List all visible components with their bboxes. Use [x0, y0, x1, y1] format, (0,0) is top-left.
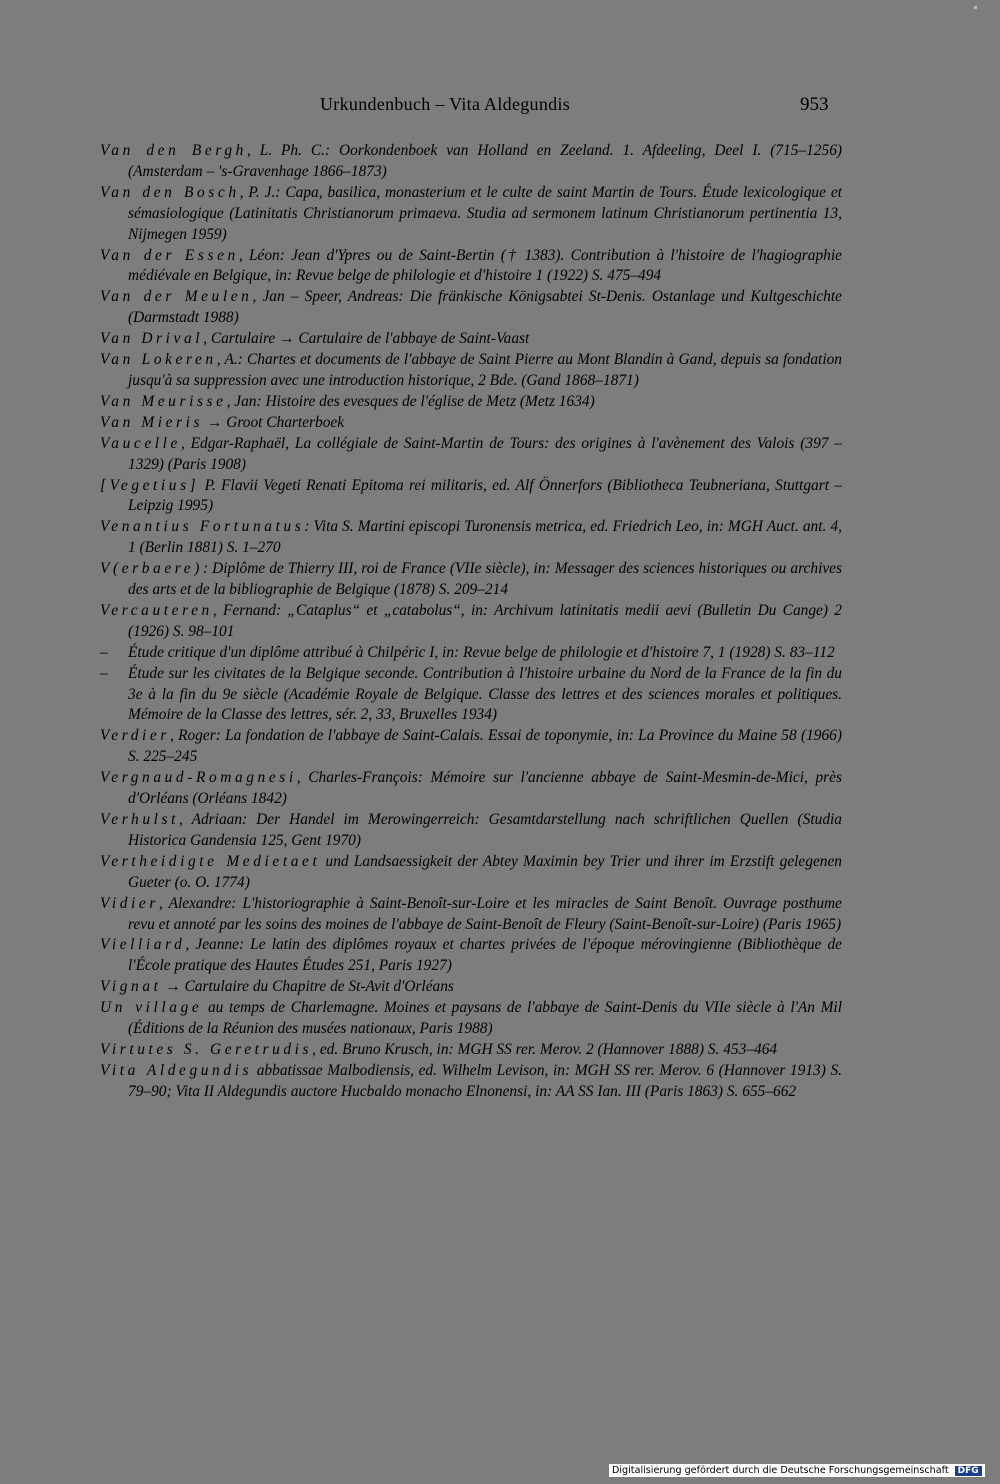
entry-text: → Groot Charterboek: [203, 413, 345, 431]
entry-text: , Alexandre: L'historiographie à Saint-Benoît-sur-Loire et les miracles de Saint Benoît. Ouvrage posthume revu et annoté par les soins des moines de l'abbaye de Saint-Benoît de Fleury (Saint-Benoît-sur-Loire) (Paris 1965): [128, 894, 842, 933]
entry-author: Virtutes S. Geretrudis: [100, 1040, 313, 1058]
entry-author: Verdier: [100, 727, 170, 745]
entry-author: Vignat: [100, 978, 162, 996]
entry-author: Vertheidigte Medietaet: [100, 852, 321, 870]
entry-text: , A.: Chartes et documents de l'abbaye de Saint Pierre au Mont Blandin à Gand, depuis sa fondation jusqu'à sa suppression avec une introduction historique, 2 Bde. (Gand 1868–1871): [128, 351, 842, 389]
bibliography-entry: [100, 246, 842, 288]
bibliography-entry: [100, 559, 842, 601]
bibliography-entry: [100, 664, 842, 727]
bibliography-entry: [100, 998, 842, 1040]
entry-text: , Charles-François: Mémoire sur l'ancienne abbaye de Saint-Mesmin-de-Mici, près d'Orléans (Orléans 1842): [128, 769, 842, 808]
entry-text: Étude sur les civitates de la Belgique seconde. Contribution à l'histoire urbaine du Nord de la France de la fin du 3e à la fin du 9e siècle (Académie Royale de Belgique. Classe des lettres et des sciences morales et politiques. Mémoire de la Classe des lettres, sér. 2, 33, Bruxelles 1934): [128, 664, 842, 724]
entry-text: , P. J.: Capa, basilica, monasterium et le culte de saint Martin de Tours. Étude lexicologique et sémasiologique (Latinitatis Christianorum primaeva. Studia ad sermonem latinum Christianorum pertinentia 13, Nijmegen 1959): [128, 183, 842, 243]
entry-author: Venantius Fortunatus: [100, 518, 305, 536]
bibliography-entry: [100, 935, 842, 977]
entry-text: : Vita S. Martini episcopi Turonensis metrica, ed. Friedrich Leo, in: MGH Auct. ant. 4, 1 (Berlin 1881) S. 1–270: [128, 518, 842, 557]
entry-author: Vielliard: [100, 936, 186, 954]
bibliography-entry: [100, 287, 842, 329]
entry-author: Vidier: [100, 894, 159, 912]
bibliography-entry: [100, 517, 842, 559]
bibliography-entry: [100, 350, 842, 392]
bibliography-entry: [100, 726, 842, 768]
entry-author: Van der Meulen: [100, 288, 253, 306]
dfg-logo: DFG: [955, 1466, 982, 1476]
bibliography-entry: [100, 329, 842, 350]
entry-text: , Jan: Histoire des evesques de l'église de Metz (Metz 1634): [226, 392, 595, 410]
entry-author: Van Drival: [100, 330, 204, 348]
scan-mark: [974, 6, 977, 9]
bibliography-entry: [100, 183, 842, 246]
bibliography-entry: [100, 894, 842, 936]
entry-author: Un village: [100, 999, 203, 1017]
entry-author: Van Lokeren: [100, 351, 217, 369]
bibliography-entry: [100, 1040, 842, 1061]
entry-author: Van den Bosch: [100, 183, 240, 201]
entry-text: : Diplôme de Thierry III, roi de France (VIIe siècle), in: Messager des sciences historiques ou archives des arts et de la bibliographie de Belgique (1878) S. 209–214: [128, 560, 842, 599]
bibliography-entry: [100, 768, 842, 810]
entry-text: au temps de Charlemagne. Moines et paysans de l'abbaye de Saint-Denis du VIIe siècle à l'An Mil (Éditions de la Réunion des musées nationaux, Paris 1988): [128, 999, 842, 1038]
entry-text: abbatissae Malbodiensis, ed. Wilhelm Levison, in: MGH SS rer. Merov. 6 (Hannover 1913) S. 79–90; Vita II Aldegundis auctore Hucbaldo monacho Elnonensi, in: AA SS Ian. III (Paris 1863) S. 655–662: [128, 1061, 843, 1100]
page-number: 953: [800, 94, 829, 115]
entry-author: Vita Aldegundis: [100, 1061, 253, 1079]
entry-text: , Edgar-Raphaël, La collégiale de Saint-Martin de Tours: des origines à l'avènement des Valois (397 – 1329) (Paris 1908): [128, 434, 842, 473]
entry-author: V(erbaere): [100, 560, 203, 578]
entry-author: Vercauteren: [100, 601, 213, 619]
bibliography-entry: [100, 392, 842, 413]
entry-text: , Jan – Speer, Andreas: Die fränkische Königsabtei St-Denis. Ostanlage und Kultgeschichte (Darmstadt 1988): [128, 288, 842, 327]
entry-author: [Vegetius]: [100, 476, 200, 494]
bibliography-entry: [100, 601, 842, 643]
entry-text: , L. Ph. C.: Oorkondenboek van Holland en Zeeland. 1. Afdeeling, Deel I. (715–1256) (Amsterdam – 's-Gravenhage 1866–1873): [128, 142, 843, 180]
bibliography-entry: [100, 1061, 842, 1103]
bibliography-entry: [100, 476, 842, 518]
bibliography-list: [100, 141, 842, 1103]
entry-text: , Fernand: „Cataplus“ et „catabolus“, in: Archivum latinitatis medii aevi (Bulletin Du Cange) 2 (1926) S. 98–101: [128, 601, 842, 640]
entry-text: , Cartulaire → Cartulaire de l'abbaye de Saint-Vaast: [203, 330, 530, 348]
entry-author: Van Mieris: [100, 413, 204, 431]
entry-author: Vergnaud-Romagnesi: [100, 769, 297, 787]
entry-author: Verhulst: [100, 811, 179, 828]
entry-text: , Jeanne: Le latin des diplômes royaux et chartes privées de l'époque mérovingienne (Bibliothèque de l'École pratique des Hautes Études 251, Paris 1927): [128, 936, 842, 975]
bibliography-entry: [100, 852, 842, 894]
digitization-footer: [609, 1464, 985, 1477]
entry-text: , Roger: La fondation de l'abbaye de Saint-Calais. Essai de toponymie, in: La Province du Maine 58 (1966) S. 225–245: [128, 727, 842, 766]
bibliography-entry: [100, 413, 842, 434]
entry-author: Van der Essen: [100, 246, 239, 264]
bibliography-entry: [100, 977, 842, 998]
entry-dash: –: [100, 643, 108, 661]
entry-author: Van Meurisse: [100, 392, 227, 410]
entry-dash: –: [100, 664, 108, 682]
entry-text: , Léon: Jean d'Ypres ou de Saint-Bertin († 1383). Contribution à l'histoire de l'hagiographie médiévale en Belgique, in: Revue belge de philologie et d'histoire 1 (1922) S. 475–494: [128, 246, 842, 285]
footer-text: Digitalisierung gefördert durch die Deutsche Forschungsgemeinschaft: [612, 1465, 949, 1476]
bibliography-entry: [100, 643, 842, 664]
entry-author: Van den Bergh: [100, 142, 247, 159]
bibliography-entry: [100, 810, 842, 852]
bibliography-entry: [100, 434, 842, 476]
entry-text: , Adriaan: Der Handel im Merowingerreich: Gesamtdarstellung nach schriftlichen Quellen (Studia Historica Gandensia 125, Gent 1970): [128, 811, 842, 849]
running-header: Urkundenbuch – Vita Aldegundis: [320, 94, 571, 114]
entry-text: und Landsaessigkeit der Abtey Maximin bey Trier und ihrer im Erzstift gelegenen Gueter (o. O. 1774): [128, 852, 843, 891]
entry-text: Étude critique d'un diplôme attribué à Chilpéric I, in: Revue belge de philologie et d'histoire 7, 1 (1928) S. 83–112: [128, 643, 835, 661]
bibliography-entry: [100, 141, 842, 183]
entry-author: Vaucelle: [100, 434, 181, 452]
entry-text: P. Flavii Vegeti Renati Epitoma rei militaris, ed. Alf Önnerfors (Bibliotheca Teubneriana, Stuttgart – Leipzig 1995): [128, 476, 842, 515]
entry-text: , ed. Bruno Krusch, in: MGH SS rer. Merov. 2 (Hannover 1888) S. 453–464: [312, 1040, 778, 1058]
entry-text: → Cartulaire du Chapitre de St-Avit d'Orléans: [161, 978, 454, 996]
